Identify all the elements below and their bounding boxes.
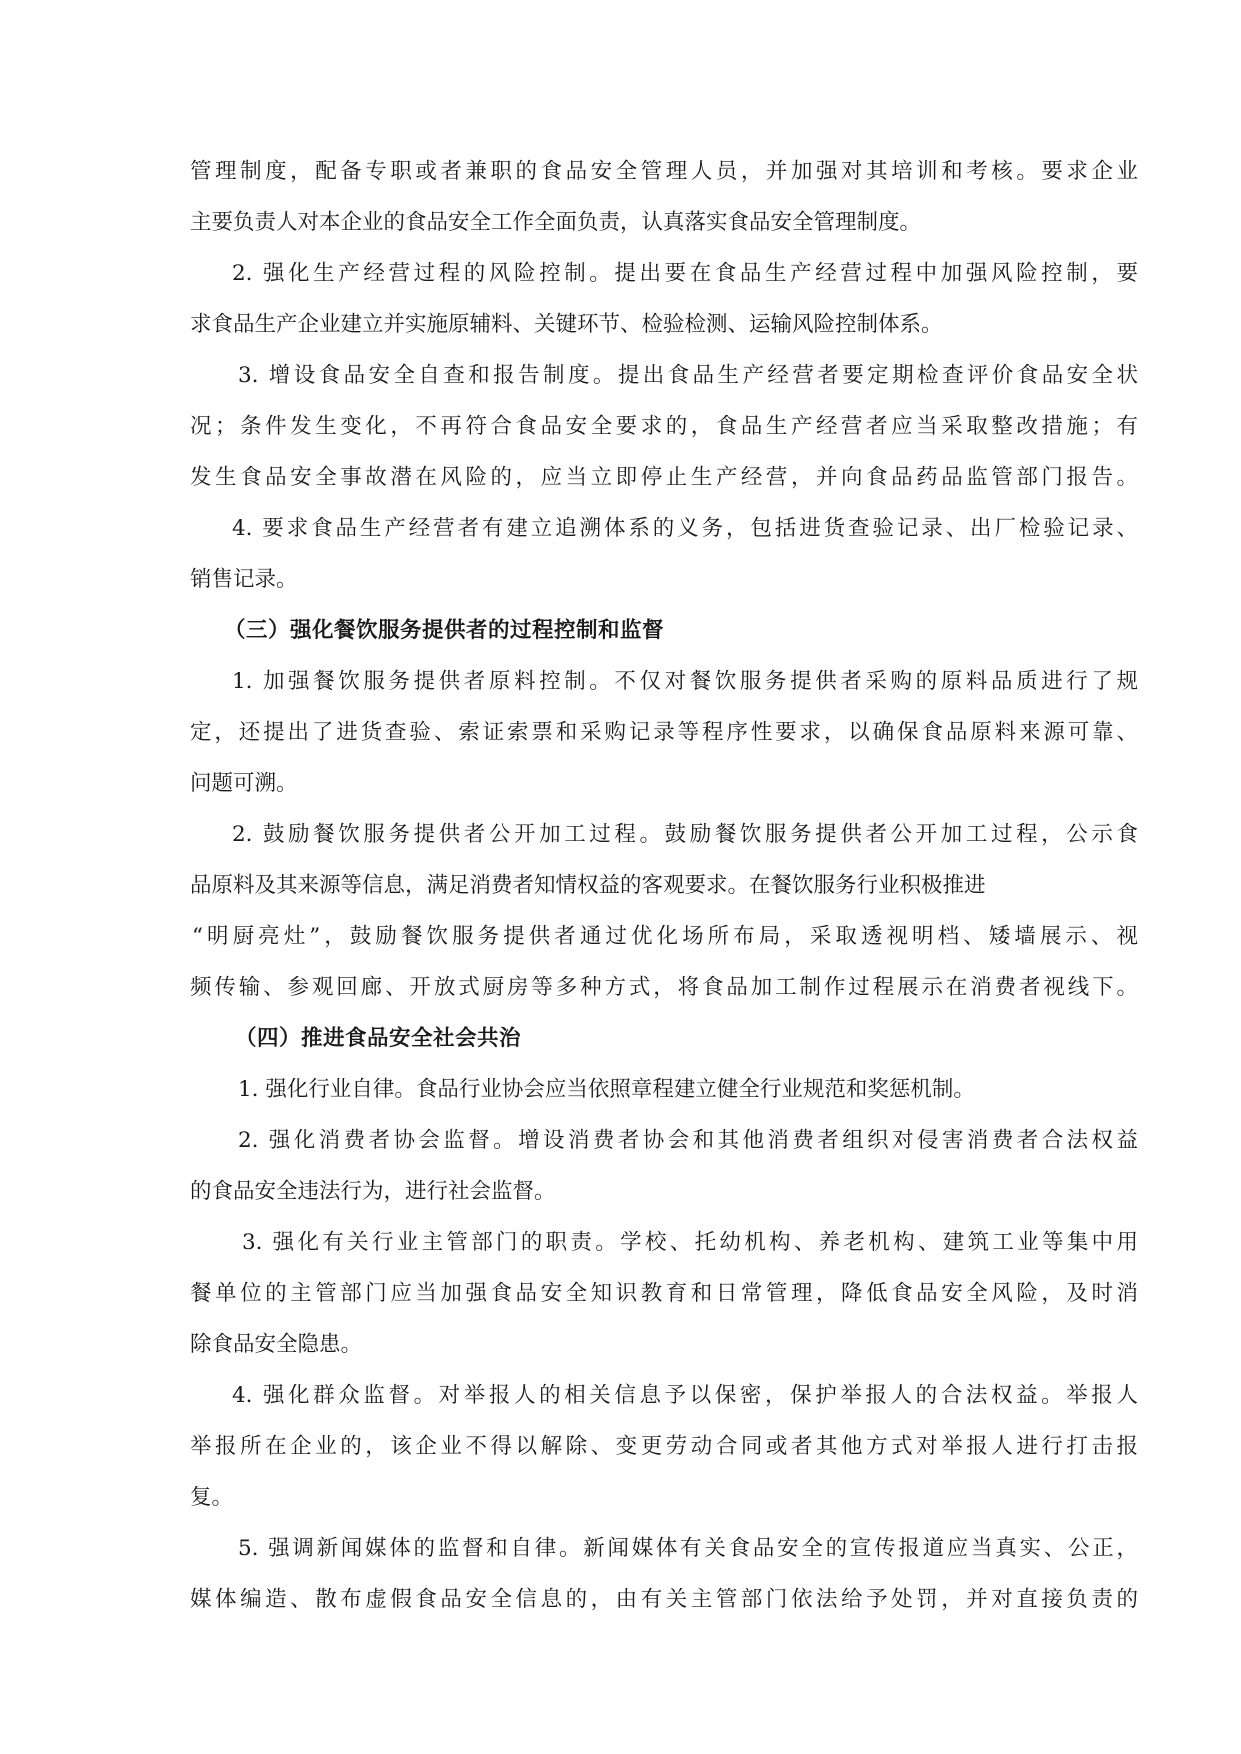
text-line: 5. 强调新闻媒体的监督和自律。新闻媒体有关食品安全的宣传报道应当真实、公正， (238, 1536, 1138, 1561)
text-line: 定，还提出了进货查验、索证索票和采购记录等程序性要求，以确保食品原料来源可靠、 (190, 720, 1138, 745)
text-line: 销售记录。 (190, 567, 298, 592)
text-line: 品原料及其来源等信息，满足消费者知情权益的客观要求。在餐饮服务行业积极推进 (190, 873, 986, 898)
text-line: 2. 强化消费者协会监督。增设消费者协会和其他消费者组织对侵害消费者合法权益 (238, 1128, 1138, 1153)
text-line: 餐单位的主管部门应当加强食品安全知识教育和日常管理，降低食品安全风险，及时消 (190, 1281, 1138, 1306)
section-heading: （三）强化餐饮服务提供者的过程控制和监督 (224, 618, 665, 643)
text-line: 媒体编造、散布虚假食品安全信息的，由有关主管部门依法给予处罚，并对直接负责的 (190, 1587, 1138, 1612)
text-line: “明厨亮灶”，鼓励餐饮服务提供者通过优化场所布局，采取透视明档、矮墙展示、视 (192, 924, 1138, 949)
text-line: 频传输、参观回廊、开放式厨房等多种方式，将食品加工制作过程展示在消费者视线下。 (190, 975, 1138, 1000)
section-heading: （四）推进食品安全社会共治 (235, 1026, 522, 1051)
text-line: 2. 强化生产经营过程的风险控制。提出要在食品生产经营过程中加强风险控制，要 (232, 261, 1138, 286)
text-line: 主要负责人对本企业的食品安全工作全面负责，认真落实食品安全管理制度。 (190, 210, 922, 235)
text-line: 求食品生产企业建立并实施原辅料、关键环节、检验检测、运输风险控制体系。 (190, 312, 943, 337)
text-line: 2. 鼓励餐饮服务提供者公开加工过程。鼓励餐饮服务提供者公开加工过程，公示食 (232, 822, 1138, 847)
text-line: 3. 增设食品安全自查和报告制度。提出食品生产经营者要定期检查评价食品安全状 (238, 363, 1138, 388)
text-line: 管理制度，配备专职或者兼职的食品安全管理人员，并加强对其培训和考核。要求企业 (190, 159, 1138, 184)
text-line: 除食品安全隐患。 (190, 1332, 363, 1357)
text-line: 举报所在企业的，该企业不得以解除、变更劳动合同或者其他方式对举报人进行打击报 (190, 1434, 1138, 1459)
text-line: 的食品安全违法行为，进行社会监督。 (190, 1179, 556, 1204)
text-line: 复。 (190, 1485, 234, 1510)
text-line: 况；条件发生变化，不再符合食品安全要求的，食品生产经营者应当采取整改措施；有 (190, 414, 1138, 439)
text-line: 发生食品安全事故潜在风险的，应当立即停止生产经营，并向食品药品监管部门报告。 (190, 465, 1138, 490)
text-line: 1. 强化行业自律。食品行业协会应当依照章程建立健全行业规范和奖惩机制。 (238, 1077, 975, 1102)
text-line: 4. 要求食品生产经营者有建立追溯体系的义务，包括进货查验记录、出厂检验记录、 (232, 516, 1138, 541)
text-line: 4. 强化群众监督。对举报人的相关信息予以保密，保护举报人的合法权益。举报人 (232, 1383, 1138, 1408)
text-line: 1. 加强餐饮服务提供者原料控制。不仅对餐饮服务提供者采购的原料品质进行了规 (232, 669, 1138, 694)
document-body (190, 146, 1138, 1625)
text-line: 问题可溯。 (190, 771, 298, 796)
text-line: 3. 强化有关行业主管部门的职责。学校、托幼机构、养老机构、建筑工业等集中用 (242, 1230, 1138, 1255)
